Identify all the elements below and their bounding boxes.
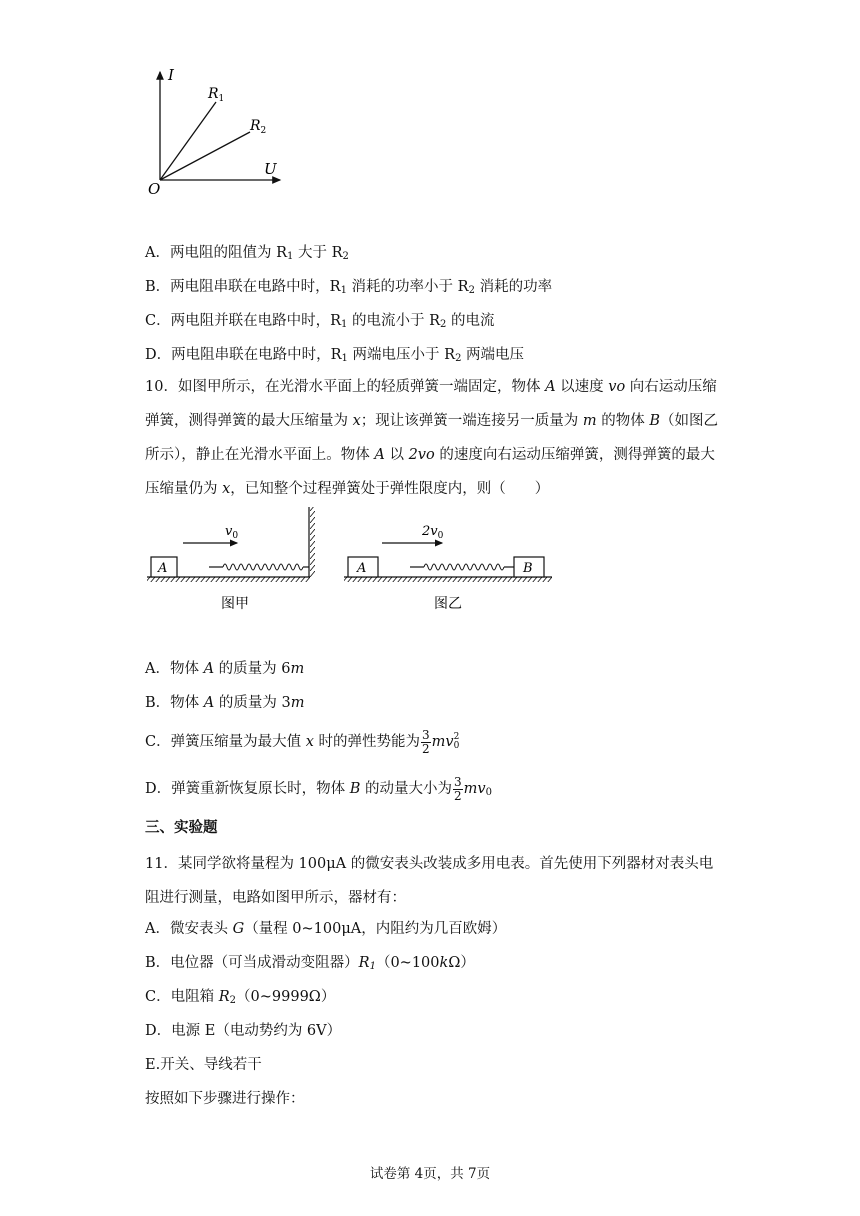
q9-option-a: A．两电阻的阻值为 $R_1$ 大于 $R_2$ [145, 245, 349, 262]
spring-coil-yi [424, 564, 504, 570]
caption-jia: 图甲 [221, 596, 249, 612]
q10-option-d: D．弹簧重新恢复原长时，物体 B 的动量大小为 $\frac{3}{2}$ $mv_0$ [145, 774, 492, 803]
r1-line [160, 102, 216, 180]
figure-jia [145, 505, 330, 615]
q11-item-a: A．微安表头 G（量程 0~100μA，内阻约为几百欧姆） [145, 921, 507, 937]
iu-graph [140, 62, 290, 202]
figure-yi [342, 505, 557, 615]
block-b-yi-label: B [523, 561, 533, 576]
q11-intro: 11．某同学欲将量程为 100μA 的微安表头改装成多用电表。首先使用下列器材对表头电阻进行测量，电路如图甲所示，器材有： [145, 856, 714, 906]
page-footer: 试卷第 4页，共 7页 [369, 1166, 491, 1182]
fraction-3-2-d: $\frac{3}{2}$ [454, 774, 462, 803]
q10-option-a: A．物体 A 的质量为 6m [145, 661, 305, 677]
q9-option-c: C．两电阻并联在电路中时，$R_1$ 的电流小于 $R_2$ 的电流 [145, 313, 495, 330]
spring-coil [223, 564, 303, 570]
section-heading: 三、实验题 [145, 819, 218, 836]
q11-item-c: C．电阻箱 $R_2(0\sim 9999\Omega)$ [145, 989, 336, 1006]
q10-stem: 10．如图甲所示，在光滑水平面上的轻质弹簧一端固定，物体 A 以速度 vo 向右运动压缩弹簧，测得弹簧的最大压缩量为 x；现让该弹簧一端连接另一质量为 m 的物体 B（如图乙所示），静止在光滑水平面上。物体 A 以 2vo 的速度向右运动压缩弹簧，测得弹簧的最大压缩量仍为 x，已知整个过程弹簧处于弹性限度内，则（ ） [145, 379, 719, 497]
i-axis-label: I [168, 66, 174, 84]
r2-label: $R_2$ [250, 118, 267, 136]
q9-option-d: D．两电阻串联在电路中时，$R_1$ 两端电压小于 $R_2$ 两端电压 [145, 347, 525, 364]
velocity-label: $v_0$ [225, 524, 239, 541]
ground-hatch-yi [344, 577, 552, 582]
q11-item-b: B．电位器（可当成滑动变阻器）$R_1(0\sim 100k\Omega)$ [145, 955, 475, 972]
velocity-yi-label: $2v_0$ [422, 524, 444, 541]
fraction-3-2: $\frac{3}{2}$ [422, 727, 430, 756]
origin-label: O [148, 180, 161, 198]
q11-item-e: E.开关、导线若干 [145, 1057, 262, 1073]
q11-item-d: D．电源 E（电动势约为 6V） [145, 1023, 342, 1039]
block-a-label: A [158, 561, 168, 576]
block-a-yi-label: A [357, 561, 367, 576]
q11-steps: 按照如下步骤进行操作： [145, 1091, 305, 1107]
u-axis-label: U [264, 160, 277, 178]
ground-hatch [147, 577, 310, 582]
wall-hatch [310, 507, 315, 577]
caption-yi: 图乙 [434, 596, 462, 612]
q9-option-b: B．两电阻串联在电路中时，$R_1$ 消耗的功率小于 $R_2$ 消耗的功率 [145, 279, 553, 296]
r2-line [160, 132, 250, 180]
q10-option-b: B．物体 A 的质量为 3m [145, 695, 305, 711]
q10-option-c: C．弹簧压缩量为最大值 x 时的弹性势能为 $\frac{3}{2}$ mv 2 0 [145, 727, 460, 756]
r1-label: $R_1$ [208, 86, 225, 104]
